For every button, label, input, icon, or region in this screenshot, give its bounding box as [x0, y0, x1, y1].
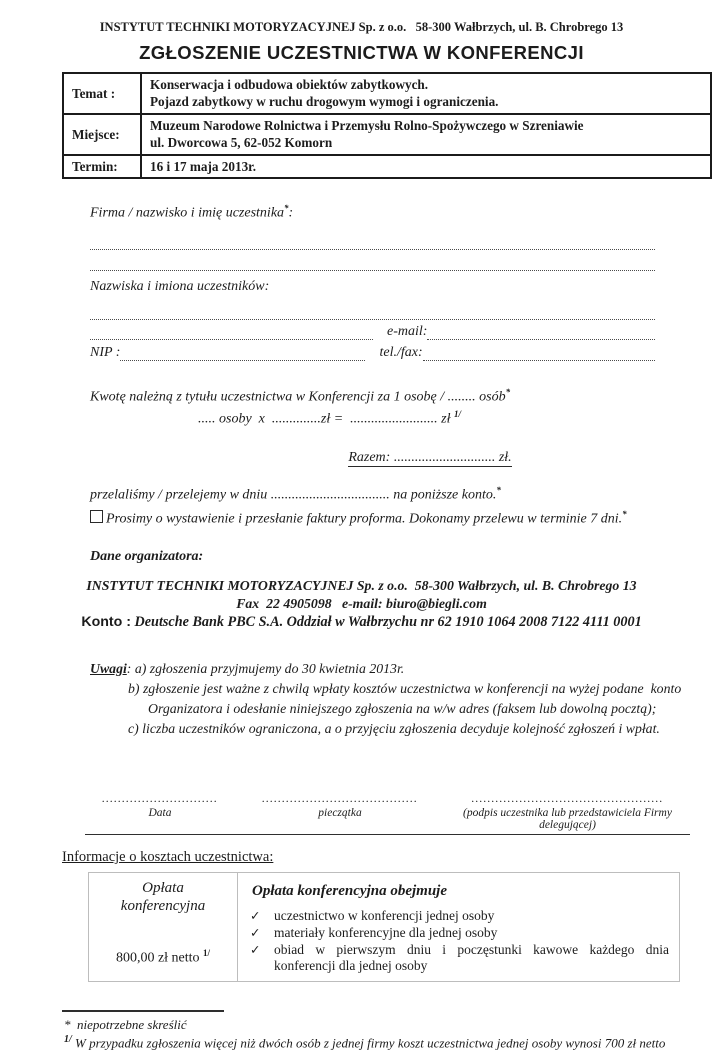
fee-item-1: ✓ uczestnictwo w konferencji jednej osoby [250, 907, 495, 923]
proforma-line: Prosimy o wystawienie i przesłanie faktury proforma. Dokonamy przelewu w terminie 7 dni.* [90, 509, 655, 528]
fee-footnote-mark: 1/ [203, 948, 211, 959]
przelew-asterisk: * [496, 485, 501, 496]
fee-includes-title: Opłata konferencyjna obejmuje [252, 882, 447, 899]
telfax-write-line [423, 347, 655, 361]
costs-table [88, 872, 680, 982]
nip-row [90, 345, 655, 361]
uwagi-item-b: b) zgłoszenie jest ważne z chwilą wpłaty kosztów uczestnictwa w konferencji na wyżej podane konto [128, 680, 682, 696]
check-icon: ✓ [250, 924, 261, 940]
page-title: ZGŁOSZENIE UCZESTNICTWA W KONFERENCJI [139, 42, 584, 63]
fee-amount: 800,00 zł netto $^{1/}$ [115, 948, 211, 966]
company-header: INSTYTUT TECHNIKI MOTORYZACYJNEJ Sp. z o.o. 58-300 Wałbrzych, ul. B. Chrobrego 13 [99, 20, 624, 34]
nazwiska-write-line [90, 304, 655, 320]
temat-line-1: Konserwacja i odbudowa obiektów zabytkowych. [150, 77, 429, 92]
cost-right-cell [238, 872, 680, 981]
kwota-line: Kwotę należną z tytułu uczestnictwa w Konferencji za 1 osobę / ........ osób* [90, 386, 511, 405]
temat-line-2: Pojazd zabytkowy w ruchu drogowym wymogi i ograniczenia. [150, 94, 499, 110]
kwota-asterisk: * [505, 386, 511, 397]
signature-dot-lines [85, 791, 690, 806]
fee-title: Opłata konferencyjna [120, 879, 206, 915]
osoby-line: ..... osoby x ..............zł = ......................... zł $^{1/}$ [198, 409, 462, 428]
cost-left-cell [89, 872, 238, 981]
check-icon: ✓ [250, 941, 261, 957]
konto-label: Konto : [81, 614, 131, 631]
date-write-line: ............................. [102, 790, 218, 805]
signature-section [85, 791, 690, 835]
razem-label: Razem: [348, 450, 391, 466]
osoby-footnote-mark: 1/ [454, 409, 462, 420]
miejsce-line-2: ul. Dworcowa 5, 62-052 Komorn [150, 135, 333, 151]
przelew-line: przelaliśmy / przelejemy w dniu .................................. na poniższe konto.* [90, 485, 501, 503]
temat-value [141, 73, 711, 114]
footnote-divider-line [62, 1010, 224, 1012]
date-label: Data [148, 806, 172, 819]
email-row [90, 324, 655, 340]
footnotes [64, 1016, 723, 1052]
registration-form [90, 203, 655, 527]
organizer-block [0, 577, 723, 631]
stamp-label: pieczątka [318, 806, 362, 819]
nip-label: NIP : [90, 344, 121, 360]
uwagi-section [90, 659, 723, 739]
dane-organizatora-heading: Dane organizatora: [90, 549, 204, 565]
termin-value [141, 155, 711, 178]
nazwiska-field-label: Nazwiska i imiona uczestników: [90, 278, 270, 294]
stamp-write-line: ....................................... [262, 790, 418, 805]
table-row-termin [63, 155, 711, 178]
miejsce-value [141, 114, 711, 155]
proforma-checkbox [90, 510, 103, 523]
firma-asterisk: * [284, 203, 289, 214]
email-row-left-line [90, 326, 373, 340]
firma-write-line-2 [90, 255, 655, 271]
uwagi-item-c: c) liczba uczestników ograniczona, a o przyjęciu zgłoszenia decyduje kolejność zgłoszeń i wpłat. [128, 720, 660, 736]
footnote-asterisk: * niepotrzebne skreślić [64, 1016, 187, 1032]
signature-write-line: ................................................ [471, 790, 664, 805]
razem-value: ............................. zł. [390, 450, 512, 466]
signature-labels [85, 807, 690, 831]
uwagi-item-b-cont: Organizatora i odesłanie niniejszego zgłoszenia na w/w adres (faksem lub dowolną pocztą); [148, 700, 657, 716]
organizer-address: INSTYTUT TECHNIKI MOTORYZACYJNEJ Sp. z o.o. 58-300 Wałbrzych, ul. B. Chrobrego 13 [86, 578, 637, 594]
signature-label: (podpis uczestnika lub przedstawiciela Firmy delegującej) [463, 806, 672, 831]
termin-line-1: 16 i 17 maja 2013r. [150, 158, 257, 174]
table-row-miejsce [63, 114, 711, 155]
costs-heading: Informacje o kosztach uczestnictwa: [62, 848, 274, 865]
footnote-one: $^{1/}$ W przypadku zgłoszenia więcej niż dwóch osób z jednej firmy koszt uczestnictwa jednej osoby wynosi 700 zł netto [64, 1034, 666, 1051]
conference-info-table [62, 72, 712, 179]
nip-write-line [120, 347, 365, 361]
email-write-line [427, 326, 655, 340]
termin-label: Termin: [63, 155, 141, 178]
firma-write-line-1 [90, 234, 655, 250]
razem-line [90, 450, 655, 466]
miejsce-label: Miejsce: [63, 114, 141, 155]
temat-label: Temat : [63, 73, 141, 114]
organizer-bank-account: Konto : Deutsche Bank PBC S.A. Oddział w Wałbrzychu nr 62 1910 1064 2008 7122 4111 0001 [81, 614, 642, 631]
email-label: e-mail: [387, 323, 428, 339]
telfax-label: tel./fax: [379, 344, 423, 360]
firma-field-label: Firma / nazwisko i imię uczestnika*: [90, 203, 294, 221]
fee-item-3: ✓ obiad w pierwszym dniu i poczęstunki kawowe każdego dnia konferencji dla jednej osoby [250, 941, 669, 973]
fee-item-2: ✓ materiały konferencyjne dla jednej osoby [250, 924, 498, 940]
check-icon: ✓ [250, 907, 261, 923]
table-row-temat [63, 73, 711, 114]
signature-divider-line [85, 834, 690, 835]
uwagi-item-a: Uwagi: a) zgłoszenia przyjmujemy do 30 kwietnia 2013r. [90, 660, 405, 676]
organizer-contact: Fax 22 4905098 e-mail: biuro@biegli.com [236, 596, 487, 612]
costs-row [89, 872, 680, 981]
proforma-asterisk: * [622, 508, 627, 519]
miejsce-line-1: Muzeum Narodowe Rolnictwa i Przemysłu Rolno-Spożywczego w Szreniawie [150, 117, 584, 133]
